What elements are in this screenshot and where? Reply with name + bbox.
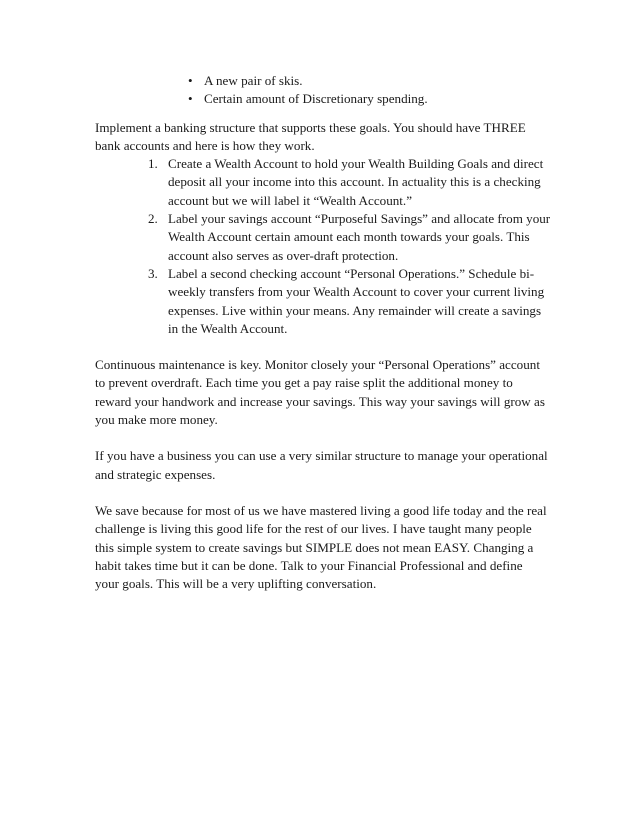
closing-paragraph: [95, 502, 575, 593]
list-line: account but we will label it “Wealth Account.”: [168, 192, 413, 208]
document-body: [95, 72, 575, 611]
list-line: expenses. Live within your means. Any remainder will create a savings: [168, 302, 542, 318]
bullet-text: Certain amount of Discretionary spending.: [204, 91, 428, 107]
bullet-list: [95, 72, 575, 109]
list-line: Wealth Account certain amount each month towards your goals. This: [168, 229, 530, 245]
list-line: Label a second checking account “Personal Operations.” Schedule bi-: [168, 265, 535, 281]
paragraph-line: you make more money.: [95, 412, 218, 428]
paragraph-line: habit takes time but it can be done. Talk to your Financial Professional and define: [95, 557, 523, 573]
paragraph-line: Continuous maintenance is key. Monitor closely your “Personal Operations” account: [95, 357, 540, 373]
list-line: account also serves as over-draft protection.: [168, 247, 399, 263]
paragraph-line: to prevent overdraft. Each time you get a pay raise split the additional money to: [95, 375, 513, 391]
paragraph-line: and strategic expenses.: [95, 466, 216, 482]
paragraph-line: reward your handwork and increase your savings. This way your savings will grow as: [95, 393, 545, 409]
list-line: weekly transfers from your Wealth Account to cover your current living: [168, 284, 545, 300]
paragraph-line: If you have a business you can use a very similar structure to manage your operational: [95, 448, 548, 464]
list-line: deposit all your income into this account. In actuality this is a checking: [168, 174, 541, 190]
bullet-glyph: •: [188, 91, 193, 107]
paragraph-line: challenge is living this good life for the rest of our lives. I have taught many people: [95, 521, 532, 537]
bullet-glyph: •: [188, 73, 193, 88]
paragraph-line: We save because for most of us we have mastered living a good life today and the real: [95, 502, 547, 518]
bullet-item: [95, 72, 575, 90]
numbered-list: [95, 155, 575, 338]
list-line: in the Wealth Account.: [168, 320, 288, 336]
list-item-3: [95, 265, 575, 338]
bullet-item: [95, 90, 575, 108]
list-item-2: [95, 210, 575, 265]
intro-line: Implement a banking structure that supports these goals. You should have THREE: [95, 119, 526, 135]
list-number: 3.: [148, 265, 158, 281]
list-number: 2.: [148, 211, 158, 227]
list-number: 1.: [148, 156, 158, 172]
list-line: Label your savings account “Purposeful Savings” and allocate from your: [168, 211, 551, 227]
list-line: Create a Wealth Account to hold your Wealth Building Goals and direct: [168, 156, 544, 172]
intro-line: bank accounts and here is how they work.: [95, 137, 315, 153]
bullet-text: A new pair of skis.: [204, 73, 303, 88]
list-item-1: [95, 155, 575, 210]
paragraph-line: this simple system to create savings but SIMPLE does not mean EASY. Changing a: [95, 539, 534, 555]
maintenance-paragraph: [95, 356, 575, 429]
paragraph-line: your goals. This will be a very uplifting conversation.: [95, 576, 377, 592]
business-paragraph: [95, 447, 575, 484]
intro-paragraph: [95, 119, 575, 156]
